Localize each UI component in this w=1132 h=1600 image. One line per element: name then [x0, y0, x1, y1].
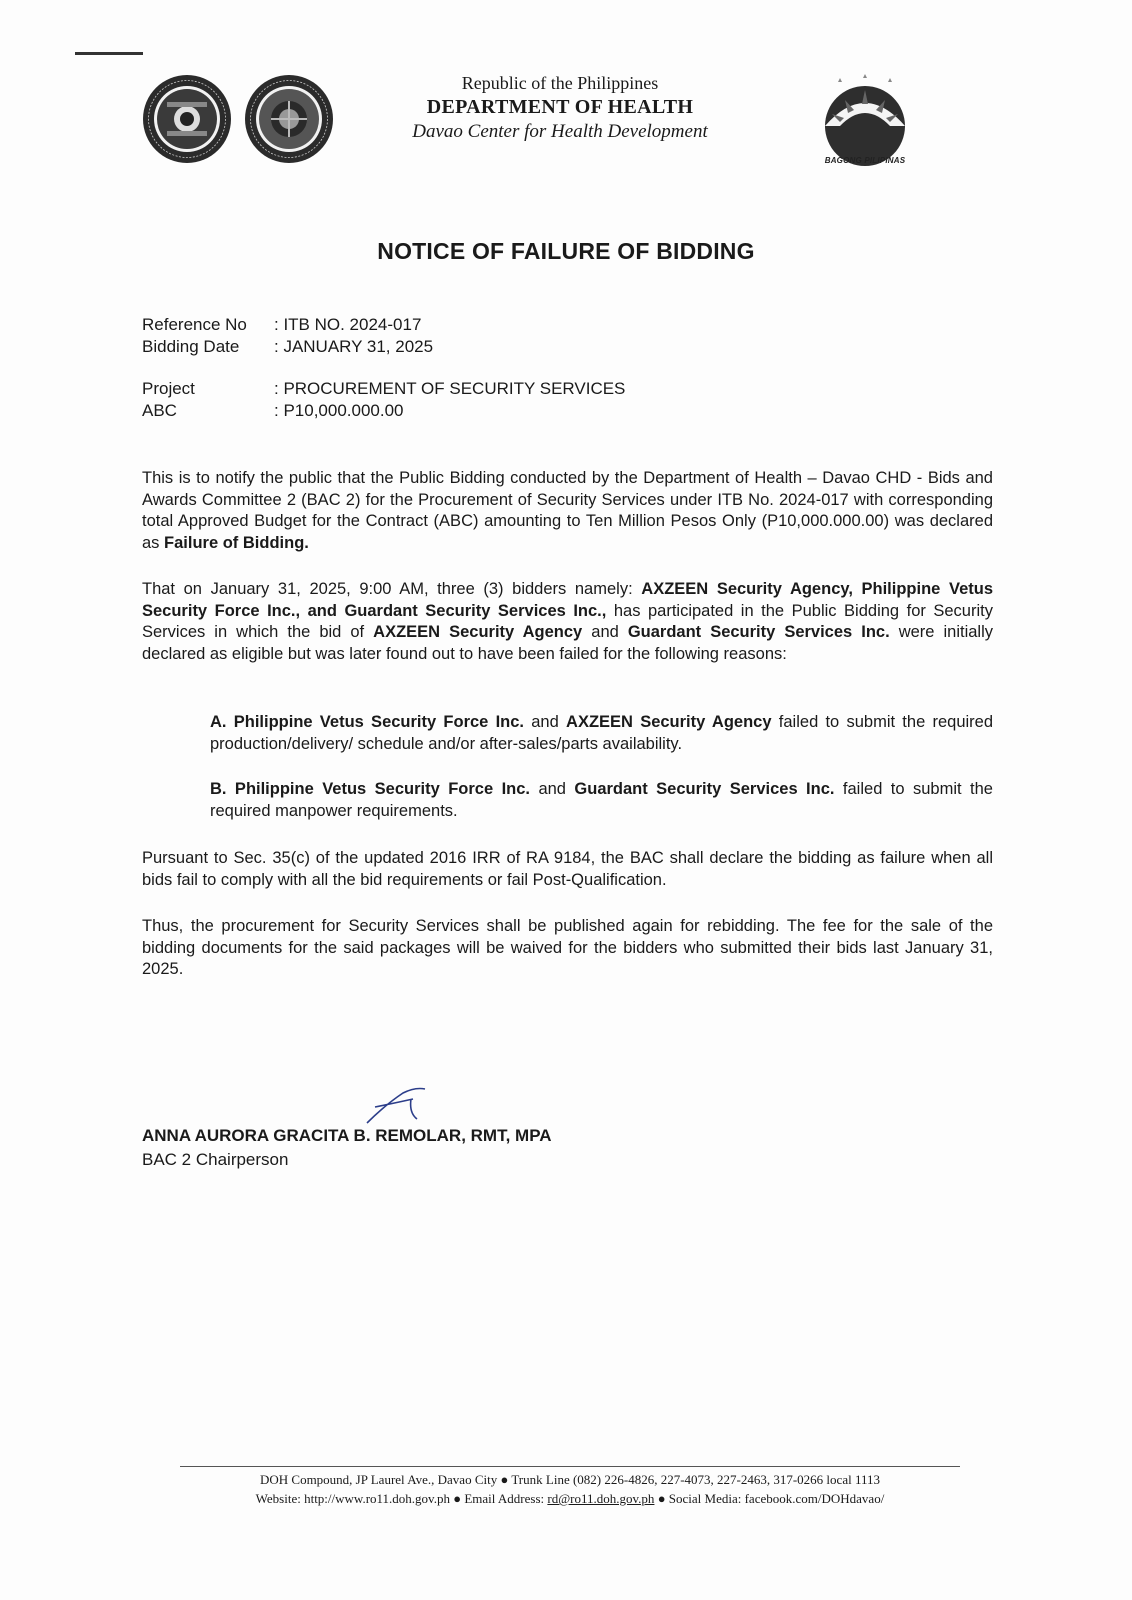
paragraph-bidders	[142, 579, 993, 665]
meta-row-abc	[142, 400, 625, 422]
footer-contacts	[180, 1489, 960, 1508]
meta-label: Project	[142, 379, 195, 398]
reason-a	[210, 712, 993, 755]
meta-value: : JANUARY 31, 2025	[274, 337, 434, 356]
meta-label: ABC	[142, 401, 177, 420]
footer-website: Website: http://www.ro11.doh.gov.ph ● Email Address:	[255, 1491, 545, 1506]
reason-bidder: B. Philippine Vetus Security Force Inc.	[210, 780, 530, 798]
reason-bidder: A. Philippine Vetus Security Force Inc.	[210, 713, 524, 731]
footer-social: ● Social Media: facebook.com/DOHdavao/	[657, 1491, 885, 1506]
letterhead-republic: Republic of the Philippines	[461, 73, 659, 93]
bidder-name: Guardant Security Services Inc.	[627, 623, 890, 641]
footer-email-link[interactable]: rd@ro11.doh.gov.ph	[547, 1491, 655, 1506]
signatory-name: ANNA AURORA GRACITA B. REMOLAR, RMT, MPA	[142, 1126, 552, 1145]
paragraph-rebidding: Thus, the procurement for Security Services shall be published again for rebidding. The fee for the sale of the bidding documents for the said packages will be waived for the bidders who submitted their bids last January 31, 2025.	[142, 917, 993, 978]
bagong-pilipinas-label: BAGONG PILIPINAS	[824, 156, 906, 165]
doh-davao-seal-icon	[244, 74, 334, 164]
paragraph-pursuant: Pursuant to Sec. 35(c) of the updated 2016 IRR of RA 9184, the BAC shall declare the bidding as failure when all bids fail to comply with all the bid requirements or fail Post-Qualification.	[142, 849, 993, 889]
letterhead-center: Davao Center for Health Development	[412, 121, 708, 142]
footer-address: DOH Compound, JP Laurel Ave., Davao City ● Trunk Line (082) 226-4826, 227-4073, 227-2463, 317-0266 local 1113	[259, 1472, 880, 1487]
meta-label: Reference No	[142, 315, 247, 334]
bidder-name: AXZEEN Security Agency	[373, 623, 583, 641]
meta-block-1	[142, 314, 433, 358]
letterhead	[360, 72, 760, 144]
letterhead-department: DEPARTMENT OF HEALTH	[426, 96, 694, 118]
paragraph-notice	[142, 468, 993, 554]
footer	[180, 1466, 960, 1508]
paragraph-text: has participated in the Public Bidding for Security Services in which the bid of	[142, 601, 993, 641]
reason-text: failed to submit the required production/delivery/ schedule and/or after-sales/parts availability.	[210, 713, 994, 753]
signature-icon	[365, 1085, 435, 1125]
document-title: NOTICE OF FAILURE OF BIDDING	[377, 238, 755, 264]
paragraph-text: were initially declared as eligible but was later found out to have been failed for the following reasons:	[142, 623, 994, 663]
meta-row-project	[142, 378, 625, 400]
reason-bidder: Guardant Security Services Inc.	[574, 780, 835, 798]
paragraph-text: This is to notify the public that the Public Bidding conducted by the Department of Health – Davao CHD - Bids and Awards Committee 2 (BAC 2) for the Procurement of Security Services under ITB No. 2024-017 with corresponding total Approved Budget for the Contract (ABC) amounting to Ten Million Pesos Only (P10,000.000.00) was declared as	[142, 469, 993, 552]
meta-label: Bidding Date	[142, 337, 240, 356]
reason-b	[210, 779, 993, 822]
meta-value: : P10,000.000.00	[274, 401, 404, 420]
paragraph-text: That on January 31, 2025, 9:00 AM, three (3) bidders namely:	[142, 580, 633, 598]
meta-block-2	[142, 378, 625, 422]
meta-row-bidding-date	[142, 336, 433, 358]
meta-value: : PROCUREMENT OF SECURITY SERVICES	[274, 379, 626, 398]
reason-text: and	[538, 780, 566, 798]
meta-row-reference	[142, 314, 433, 336]
paragraph-bold: Failure of Bidding.	[164, 533, 309, 552]
scan-mark	[75, 52, 143, 55]
bidder-names: AXZEEN Security Agency, Philippine Vetus Security Force Inc., and Guardant Security Services Inc.,	[142, 580, 993, 620]
reason-text: and	[531, 713, 559, 731]
bagong-pilipinas-logo-icon	[810, 70, 920, 170]
meta-value: : ITB NO. 2024-017	[274, 315, 422, 334]
paragraph-text: and	[591, 623, 619, 641]
signatory-title: BAC 2 Chairperson	[142, 1150, 289, 1169]
republic-seal-icon	[142, 74, 232, 164]
reason-bidder: AXZEEN Security Agency	[566, 713, 772, 731]
reason-text: failed to submit the required manpower requirements.	[210, 780, 993, 820]
